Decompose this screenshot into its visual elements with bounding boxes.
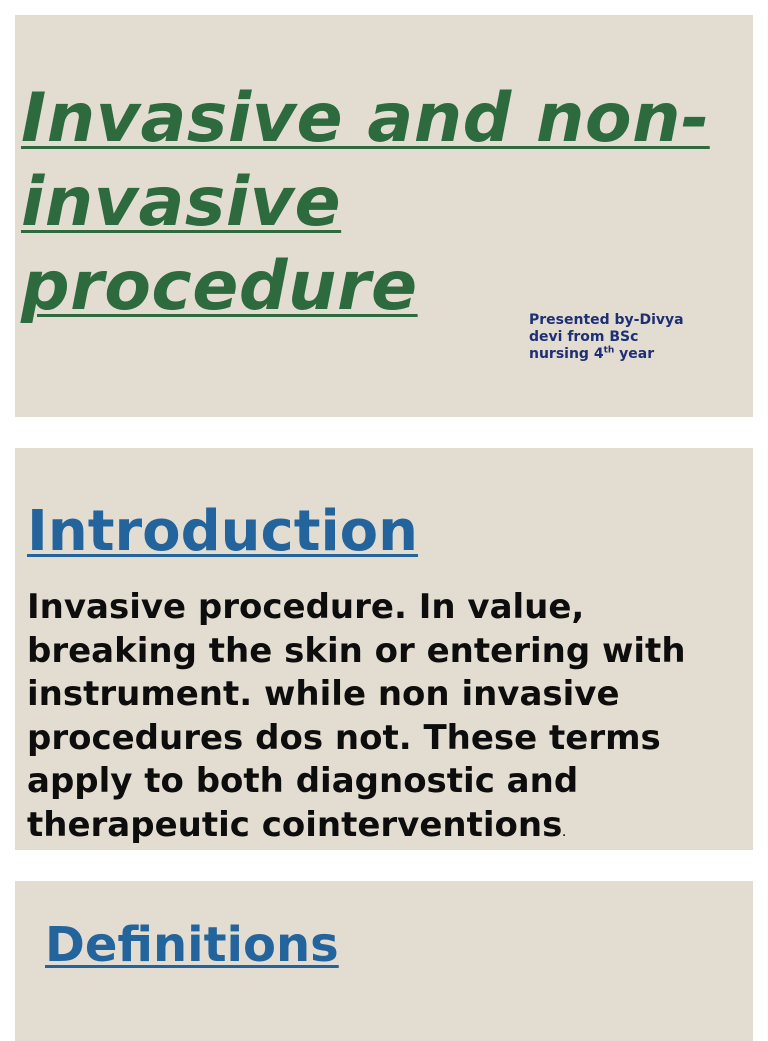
presentation-title: Invasive and non-invasive procedure xyxy=(21,79,710,326)
presenter-line-3-suffix: year xyxy=(614,346,655,362)
presenter-credit xyxy=(529,312,729,363)
introduction-trailing-period: . xyxy=(562,828,566,839)
slide-title xyxy=(15,15,753,417)
slide-introduction xyxy=(15,448,753,850)
presenter-line-3-prefix: nursing 4 xyxy=(529,346,604,362)
introduction-text: Invasive procedure. In value, breaking the skin or entering with instrument. while non invasive procedures dos not. These terms apply to both diagnostic and therapeutic cointerventions xyxy=(27,587,686,845)
introduction-body xyxy=(27,586,749,850)
definitions-heading: Definitions xyxy=(45,917,339,973)
introduction-heading: Introduction xyxy=(27,499,419,564)
slide-definitions xyxy=(15,881,753,1041)
presenter-line-1: Presented by-Divya xyxy=(529,312,684,328)
presenter-ordinal-suffix: th xyxy=(603,345,615,356)
presenter-line-3 xyxy=(529,346,729,363)
presenter-line-2: devi from BSc xyxy=(529,329,639,345)
